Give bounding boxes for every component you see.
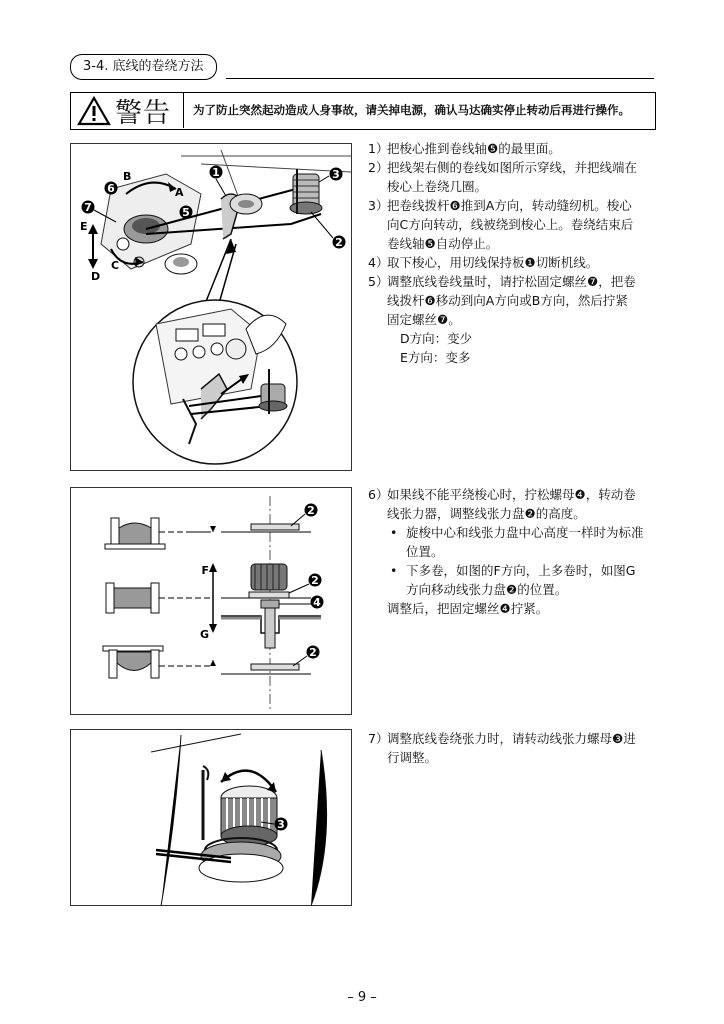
direction-note-e: E方向：变多 (400, 350, 471, 365)
callout-2 (333, 236, 346, 250)
svg-text:2: 2 (335, 236, 343, 249)
warning-box (70, 92, 656, 130)
step-5: 5） 调整底线卷线量时，请拧松固定螺丝❼，把卷 线拨杆❻移动到向A方向或B方向，然后拧紧 固定螺丝❼。 (368, 274, 636, 327)
bobbin-row-3 (103, 646, 163, 678)
bobbin-row-2 (106, 583, 159, 613)
figure-bobbin-winder-overview (70, 143, 352, 471)
steps-group-1 (368, 139, 658, 367)
warning-text: 为了防止突然起动造成人身事故，请关掉电源，确认马达确实停止转动后再进行操作。 (193, 103, 630, 117)
label-A: A (175, 186, 184, 199)
label-D: D (91, 270, 101, 283)
svg-text:5: 5 (182, 206, 190, 219)
svg-text:2: 2 (307, 504, 315, 517)
direction-note-d: D方向：变少 (400, 331, 473, 346)
step-6-after: 调整后，把固定螺丝❹拧紧。 (387, 601, 549, 616)
step-6: 6） 如果线不能平绕梭心时，拧松螺母❹，转动卷 线张力器，调整线张力盘❷的高度。 (368, 487, 636, 521)
bobbin-row-1 (105, 518, 211, 549)
callout-2b (309, 574, 322, 588)
step-2: 2） 把线架右侧的卷线如图所示穿线，并把线端在 梭心上卷绕几圈。 (368, 160, 638, 194)
step-3: 3） 把卷线拨杆❻推到A方向，转动缝纫机。梭心 向C方向转动，线被绕到梭心上。卷绕结束后 卷线轴❺自动停止。 (368, 198, 634, 251)
label-B: B (123, 170, 132, 183)
warning-triangle-icon (77, 96, 111, 126)
step-6-bullet-1: • 旋梭中心和线张力盘中心高度一样时为标准 位置。 (390, 525, 644, 559)
svg-text:7: 7 (84, 201, 92, 214)
svg-text:4: 4 (313, 596, 321, 609)
callout-2c (307, 646, 320, 660)
figure-tension-nut (70, 729, 352, 906)
section-rule (226, 78, 654, 79)
callout-3b (275, 818, 288, 832)
steps-group-2 (368, 485, 658, 618)
step-7: 7） 调整底线卷绕张力时，请转动线张力螺母❸进 行调整。 (368, 731, 636, 765)
page-number: – 9 – (347, 990, 377, 1005)
svg-text:6: 6 (107, 182, 115, 195)
callout-2a (305, 504, 318, 518)
callout-7 (82, 201, 95, 215)
steps-group-3 (368, 729, 658, 767)
label-E: E (80, 220, 88, 233)
warning-head (71, 93, 184, 128)
label-C: C (111, 259, 120, 272)
callout-1 (210, 166, 223, 180)
svg-text:3: 3 (332, 168, 340, 181)
section-title: 3-4. 底线的卷绕方法 (70, 54, 217, 80)
svg-text:1: 1 (212, 166, 220, 179)
figure-tension-disc-height (70, 487, 352, 715)
step-1: 1） 把梭心推到卷线轴❺的最里面。 (368, 141, 561, 156)
callout-3 (330, 168, 343, 182)
step-4: 4） 取下梭心，用切线保持板❶切断机线。 (368, 255, 599, 270)
warning-label: 警告 (115, 98, 171, 129)
svg-text:3: 3 (277, 818, 285, 831)
callout-4 (311, 596, 324, 610)
label-G: G (199, 628, 209, 641)
svg-text:2: 2 (311, 574, 319, 587)
step-6-bullet-2: • 下多卷，如图的F方向，上多卷时，如图G 方向移动线张力盘❷的位置。 (390, 563, 636, 597)
label-F: F (201, 564, 209, 577)
svg-text:2: 2 (309, 646, 317, 659)
